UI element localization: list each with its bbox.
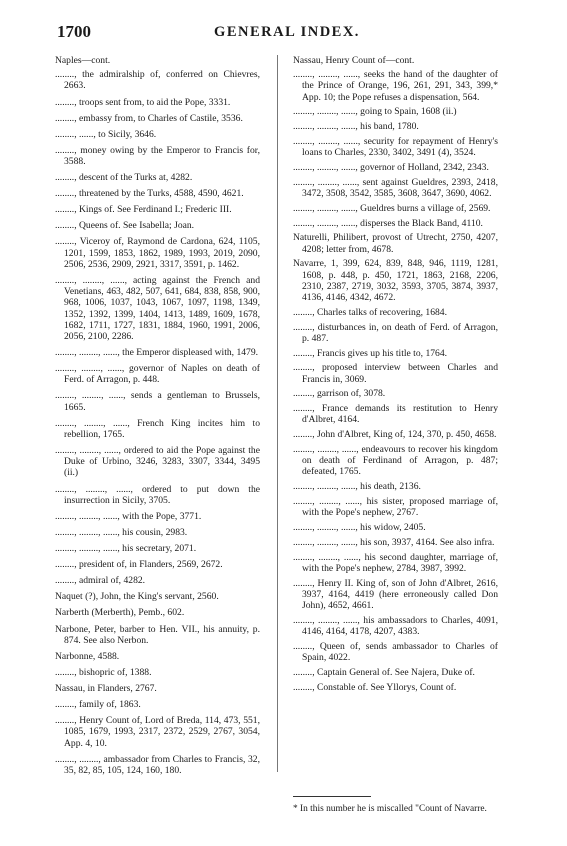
index-entry: ........, Queens of. See Isabella; Joan. — [55, 220, 195, 232]
running-head-title: GENERAL INDEX. — [214, 24, 360, 40]
index-entry: ........, ........, ......, his son, 3937, 4164. See also infra. — [293, 536, 495, 548]
index-entry: ........, Henry Count of, Lord of Breda, 114, 473, 551, 1085, 1679, 1993, 2317, 2372, 2529, 2767, 3054, App. 4, 10. — [55, 715, 260, 749]
index-entry: ........, president of, in Flanders, 2569, 2672. — [55, 559, 223, 571]
index-entry: ........, bishopric of, 1388. — [55, 666, 152, 678]
index-entry: ........, ........, ......, acting against the French and Venetians, 463, 482, 507, 641, 684, 838, 858, 900, 968, 1006, 1037, 1043, 1067, 1097, 1198, 1349, 1352, 1392, 1399, 1404, 1413, 1489, 1609, 1678, 1682, 1711, 1727, 1831, 1884, 1960, 1991, 2006, 2056, 2100, 2286. — [55, 274, 260, 342]
index-entry: ........, embassy from, to Charles of Castile, 3536. — [55, 112, 243, 124]
index-entry: ........, ........, ......, his widow, 2405. — [293, 521, 426, 533]
index-entry: ........, ........, ......, with the Pope, 3771. — [55, 510, 202, 522]
index-entry: ........, the admiralship of, conferred on Chievres, 2663. — [55, 69, 260, 92]
index-entry: ........, ........, ......, French King incites him to rebellion, 1765. — [55, 417, 260, 440]
index-entry: ........, descent of the Turks at, 4282. — [55, 172, 193, 184]
index-entry: ........, Constable of. See Yllorys, Count of. — [293, 681, 457, 693]
index-entry: ........, ........, ......, his ambassadors to Charles, 4091, 4146, 4164, 4178, 4207, 4383. — [293, 614, 498, 637]
index-entry: ........, Kings of. See Ferdinand I.; Frederic III. — [55, 204, 232, 216]
index-entry: ........, Charles talks of recovering, 1684. — [293, 306, 447, 318]
index-entry: ........, ........, ambassador from Charles to Francis, 32, 35, 82, 85, 105, 124, 160, 180. — [55, 753, 260, 776]
index-heading: Naples—cont. — [55, 55, 111, 66]
index-entry: ........, John d'Albret, King of, 124, 370, p. 450, 4658. — [293, 429, 497, 441]
column-divider — [277, 55, 278, 772]
index-entry: ........, ........, ......, his band, 1780. — [293, 121, 419, 133]
index-entry: ........, ........, ......, governor of Holland, 2342, 2343. — [293, 162, 489, 173]
index-entry: Nassau, in Flanders, 2767. — [55, 682, 157, 694]
index-entry: ........, ........, ......, his cousin, 2983. — [55, 526, 188, 538]
index-entry: ........, ........, ......, his secretary, 2071. — [55, 543, 197, 555]
index-entry: ........, ........, ......, going to Spain, 1608 (ii.) — [293, 106, 457, 118]
index-entry: ........, Viceroy of, Raymond de Cardona, 624, 1105, 1201, 1599, 1853, 1862, 1989, 1993, 2019, 2090, 2506, 2536, 2909, 2921, 3317, 3591, p. 1462. — [55, 236, 260, 270]
footnote-rule — [293, 796, 371, 797]
index-entry: Naturelli, Philibert, provost of Utrecht, 2750, 4207, 4208; letter from, 4678. — [293, 232, 498, 255]
page-header — [57, 22, 517, 42]
index-entry: ........, Francis gives up his title to, 1764. — [293, 347, 448, 359]
index-entry: ........, ........, ......, ordered to aid the Pope against the Duke of Urbino, 3246, 3283, 3307, 3344, 3495 (ii.) — [55, 445, 260, 479]
index-entry: ........, ........, ......, seeks the hand of the daughter of the Prince of Orange, 196, 261, 291, 343, 399,* App. 10; the Pope refuses a dispensation, 564. — [293, 69, 498, 103]
index-entry: ........, ........, ......, endeavours to recover his kingdom on death of Ferdinand of Arragon, p. 487; defeated, 1765. — [293, 443, 498, 478]
index-column-left — [55, 55, 260, 781]
index-entry: ........, ........, ......, Gueldres burns a village of, 2569. — [293, 202, 491, 214]
index-entry: ........, ........, ......, his death, 2136. — [293, 481, 421, 493]
index-entry: ........, ........, ......, sent against Gueldres, 2393, 2418, 3472, 3508, 3542, 3585, 3608, 3647, 3690, 4062. — [293, 176, 498, 199]
index-entry: ........, ........, ......, his second daughter, marriage of, with the Pope's nephew, 2784, 3987, 3992. — [293, 551, 498, 574]
index-entry: ........, money owing by the Emperor to Francis for, 3588. — [55, 144, 260, 167]
index-entry: ........, troops sent from, to aid the Pope, 3331. — [55, 96, 231, 108]
index-entry: ........, Queen of, sends ambassador to Charles of Spain, 4022. — [293, 640, 498, 663]
index-heading: Nassau, Henry Count of—cont. — [293, 55, 415, 66]
index-entry: ........, ......, to Sicily, 3646. — [55, 128, 157, 140]
index-entry: ........, proposed interview between Charles and Francis in, 3069. — [293, 362, 498, 385]
index-entry: Narbonne, 4588. — [55, 650, 120, 662]
index-entry: ........, Henry II. King of, son of John d'Albret, 2616, 3937, 4164, 4419 (here erroneously called Don John), 4652, 4661. — [293, 577, 498, 611]
index-entry: ........, ........, ......, disperses the Black Band, 4110. — [293, 217, 483, 229]
index-entry: ........, ........, ......, sends a gentleman to Brussels, 1665. — [55, 390, 260, 413]
index-entry: ........, ........, ......, security for repayment of Henry's loans to Charles, 2330, 3402, 3491 (4), 3524. — [293, 136, 498, 159]
page-number: 1700 — [57, 22, 91, 41]
index-entry: Narbone, Peter, barber to Hen. VII., his annuity, p. 874. See also Nerbon. — [55, 623, 260, 646]
index-entry: ........, ........, ......, the Emperor displeased with, 1479. — [55, 347, 259, 359]
index-entry: ........, Captain General of. See Najera, Duke of. — [293, 666, 475, 678]
index-entry: ........, threatened by the Turks, 4588, 4590, 4621. — [55, 188, 244, 200]
index-entry: ........, admiral of, 4282. — [55, 575, 146, 587]
index-entry: ........, disturbances in, on death of Ferd. of Arragon, p. 487. — [293, 321, 498, 344]
index-entry: Navarre, 1, 399, 624, 839, 848, 946, 1119, 1281, 1608, p. 448, p. 450, 1721, 1863, 2168, 2206, 2310, 2387, 2719, 3032, 3593, 3705, 3874, 3937, 4136, 4146, 4342, 4672. — [293, 258, 498, 303]
index-entry: ........, garrison of, 3078. — [293, 388, 386, 400]
index-entry: ........, ........, ......, ordered to put down the insurrection in Sicily, 3705. — [55, 483, 260, 506]
index-entry: Narberth (Merberth), Pemb., 602. — [55, 607, 185, 619]
index-entry: ........, France demands its restitution to Henry d'Albret, 4164. — [293, 403, 498, 426]
index-column-right — [293, 55, 498, 696]
index-entry: ........, ........, ......, his sister, proposed marriage of, with the Pope's nephew, 2767. — [293, 495, 498, 519]
index-entry: ........, family of, 1863. — [55, 699, 141, 711]
index-entry: Naquet (?), John, the King's servant, 2560. — [55, 591, 219, 603]
footnote: * In this number he is miscalled "Count of Navarre. — [293, 804, 487, 814]
index-entry: ........, ........, ......, governor of Naples on death of Ferd. of Arragon, p. 448. — [55, 363, 260, 386]
